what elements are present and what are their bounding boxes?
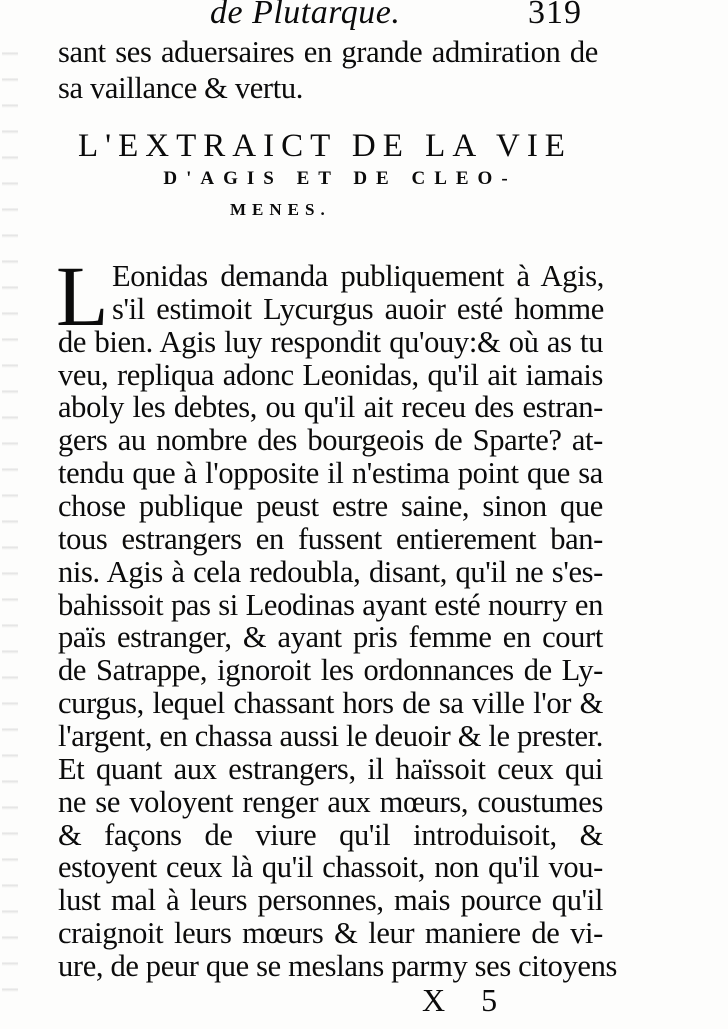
section-heading-line-3: MENES. [230, 200, 331, 219]
body-line: craignoit leurs mœurs & leur maniere de vi- [58, 916, 603, 950]
body-line: de bien. Agis luy respondit qu'ouy:& où as tu [58, 325, 603, 359]
body-line-overflow: ure, de peur que se meslans parmy ses citoyens [58, 949, 617, 983]
body-line: ne se voloyent renger aux mœurs, coustumes [58, 785, 603, 819]
body-line: lust mal à leurs personnes, mais pource qu'il [58, 883, 603, 917]
body-line: nis. Agis à cela redoubla, disant, qu'il ne s'es- [58, 555, 603, 589]
body-line: de Satrappe, ignoroit les ordonnances de Ly- [58, 653, 603, 687]
body-line: aboly les debtes, ou qu'il ait receu des estran- [58, 390, 603, 424]
section-heading-line-1: L'EXTRAICT DE LA VIE [78, 128, 572, 164]
signature-mark: X 5 [422, 982, 512, 1018]
body-line: chose publique peust estre saine, sinon que [58, 489, 603, 523]
section-heading-line-2: D'AGIS ET DE CLEO- [163, 168, 517, 189]
body-line: s'il estimoit Lycurgus auoir esté homme [112, 292, 604, 326]
body-line: veu, repliqua adonc Leonidas, qu'il ait iamais [58, 358, 603, 392]
intro-line-1: sant ses aduersaires en grande admiration de [58, 35, 598, 69]
body-line: curgus, lequel chassant hors de sa ville l'or & [58, 686, 603, 720]
body-line: Et quant aux estrangers, il haïssoit ceux qui [58, 752, 603, 786]
page-gutter-marks [2, 30, 18, 1010]
running-title: de Plutarque. [210, 0, 401, 31]
page-number: 319 [528, 0, 582, 31]
body-line: gers au nombre des bourgeois de Sparte? at- [58, 423, 603, 457]
body-line: tendu que à l'opposite il n'estima point que sa [58, 456, 603, 490]
body-line: païs estranger, & ayant pris femme en court [58, 620, 603, 654]
body-line: estoyent ceux là qu'il chassoit, non qu'il vou- [58, 850, 603, 884]
drop-cap: L [56, 248, 109, 344]
body-line: l'argent, en chassa aussi le deuoir & le prester. [58, 719, 604, 753]
body-line: bahissoit pas si Leodinas ayant esté nourry en [58, 588, 603, 622]
body-line: Eonidas demanda publiquement à Agis, [112, 259, 604, 293]
body-line: & façons de viure qu'il introduisoit, & [58, 818, 603, 852]
intro-line-2: sa vaillance & vertu. [58, 71, 304, 105]
body-line: tous estrangers en fussent entierement ban- [58, 522, 603, 556]
running-head [210, 0, 650, 34]
